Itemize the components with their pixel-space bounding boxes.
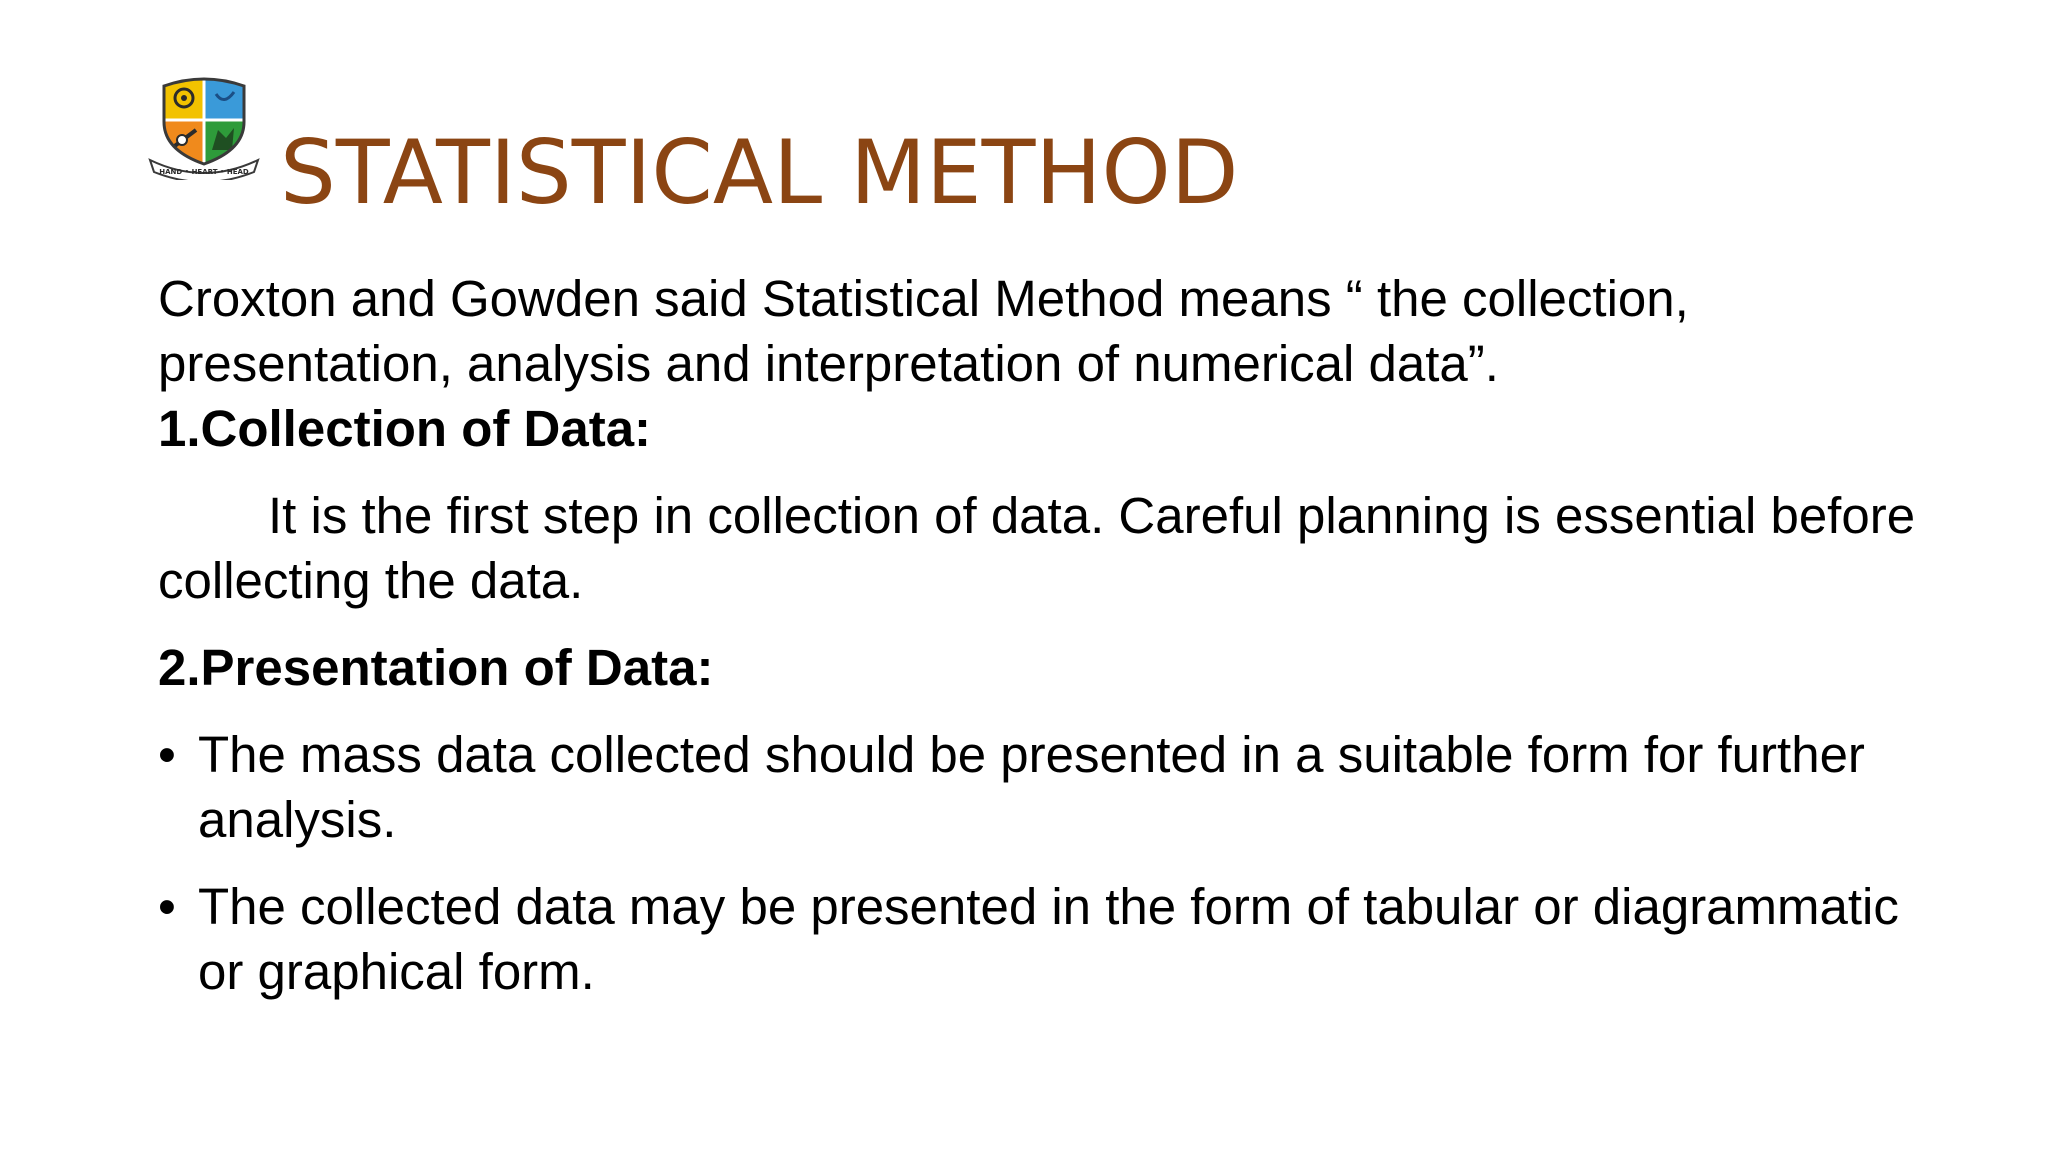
list-item: [158, 874, 1918, 1004]
motto-text: HAND • HEART • HEAD: [159, 168, 249, 176]
intro-paragraph: Croxton and Gowden said Statistical Method means “ the collection, presentation, analysis and interpretation of numerical data”.: [158, 270, 1689, 392]
collection-paragraph: It is the first step in collection of data. Careful planning is essential before collecting the data.: [158, 487, 1916, 609]
college-crest-logo: [146, 64, 262, 180]
section-heading-collection: 1.Collection of Data:: [158, 400, 652, 457]
bullet-icon: •: [158, 726, 176, 783]
slide-title: STATISTICAL METHOD: [280, 121, 1239, 224]
slide-body: [158, 266, 1918, 1026]
bullet-text: The collected data may be presented in the form of tabular or diagrammatic or graphical form.: [198, 878, 1899, 1000]
section-heading-presentation: 2.Presentation of Data:: [158, 639, 714, 696]
bullet-text: The mass data collected should be presented in a suitable form for further analysis.: [198, 726, 1865, 848]
bullet-icon: •: [158, 878, 176, 935]
presentation-bullet-list: [158, 722, 1918, 1004]
list-item: [158, 722, 1918, 852]
